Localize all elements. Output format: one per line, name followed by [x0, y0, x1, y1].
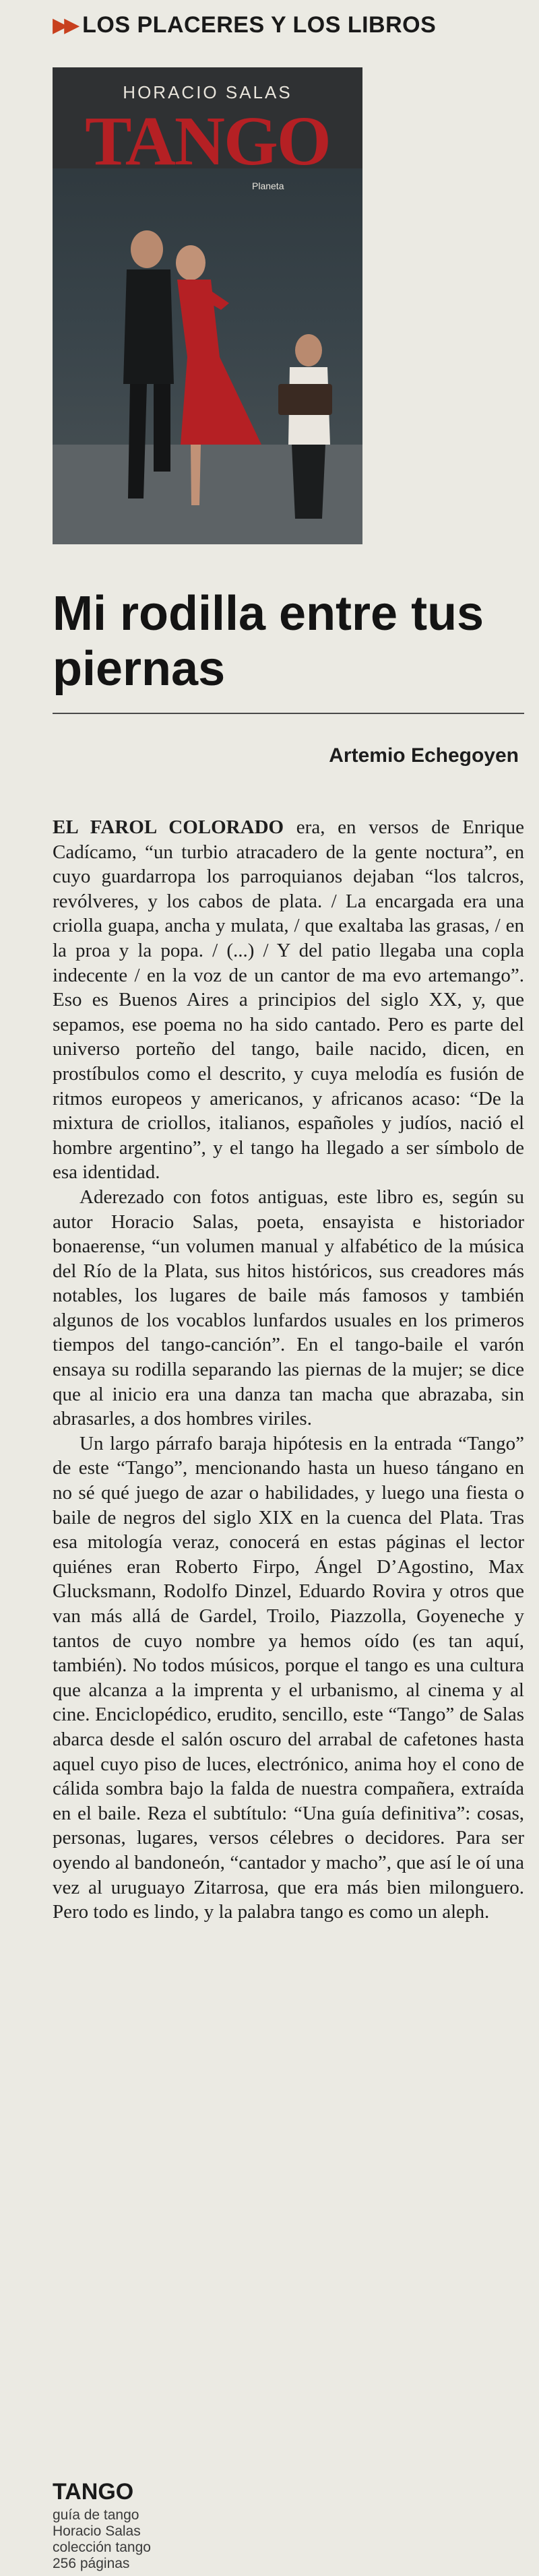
cover-imprint: Planeta: [252, 181, 284, 191]
section-label: LOS PLACERES Y LOS LIBROS: [82, 12, 437, 38]
factbox: [53, 2507, 151, 2572]
article-body: [53, 815, 524, 1925]
article-byline: Artemio Echegoyen: [329, 744, 519, 767]
cover-author: HORACIO SALAS: [123, 82, 292, 102]
factbox-line: guía de tango: [53, 2507, 139, 2523]
factbox-line: 256 páginas: [53, 2556, 130, 2571]
section-header: [53, 12, 436, 38]
double-arrow-icon: ▶▶: [53, 13, 76, 37]
paragraph-1: EL FAROL COLORADO era, en versos de Enrique Cadícamo, “un turbio atracadero de la gente noctura”, en cuyo guardarropa los parroquianos dejaban “los talcros, revólveres, y los cabos de plata. / La encargada era una criolla guapa, ancha y mulata, / que exaltaba las grasas, / en la proa y la popa. / (...) / Y del patio llegaba una copla indecente / en la voz de un cantor de ma evo artemango”. Eso es Buenos Aires a principios del siglo XX, y, que sepamos, ese poema no ha sido cantado. Pero es parte del universo porteño del tango, baile nacido, dicen, en prostíbulos como el descrito, y cuya melodía es fusión de ritmos europeos y americanos, y africanos acaso: “De la mixtura de criollos, italianos, españoles y judíos, nació el hombre argentino”, y el tango ha llegado a ser símbolo de esa identidad.: [53, 816, 524, 1184]
article-headline: Mi rodilla entre tus piernas: [53, 587, 484, 696]
paragraph-3: Un largo párrafo baraja hipótesis en la entrada “Tango” de este “Tango”, mencionando hasta un hueso tángano en no sé qué juego de azar o habilidades, y luego una fiesta o baile de negros del siglo XIX en la cuenca del Plata. Tras esa mitología veraz, conocerá en estas páginas el lector quiénes eran Roberto Firpo, Ángel D’Agostino, Max Glucksmann, Rodolfo Dinzel, Eduardo Rovira y otros que van más allá de Gardel, Troilo, Piazzolla, Goyeneche y tantos de cuyo nombre ya hemos oído (es tan aquí, también). No todos músicos, porque el tango es una cultura que alcanza a la imprenta y el urbanismo, al cinema y al cine. Enciclopédico, erudito, sencillo, este “Tango” de Salas abarca desde el salón oscuro del arrabal de cafetones hasta aquel cuyo piso de luces, electrónico, anima hoy el cono de cálida sombra bajo la falda de nuestra compañera, extraída en el baile. Reza el subtítulo: “Una guía definitiva”: cosas, personas, lugares, versos célebres o decidores. Para ser oyendo al bandoneón, “cantador y macho”, que así le oí una vez al uruguayo Zitarrosa, que era más bien milonguero. Pero todo es lindo, y la palabra tango es como un aleph.: [53, 1432, 524, 1923]
factbox-line: Horacio Salas: [53, 2523, 141, 2539]
headline-rule: [53, 713, 524, 714]
cover-title: TANGO: [85, 102, 330, 180]
factbox-line: colección tango: [53, 2540, 151, 2555]
book-cover-image: [53, 67, 362, 544]
article-lead: EL FAROL COLORADO: [53, 816, 284, 838]
factbox-title: TANGO: [53, 2479, 134, 2505]
paragraph-2: Aderezado con fotos antiguas, este libro es, según su autor Horacio Salas, poeta, ensayista e historiador bonaerense, “un volumen manual y alfabético de la música del Río de la Plata, sus hitos históricos, sus creadores más notables, los lugares de baile más famosos y también algunos de los vocablos lunfardos usuales en los primeros tiempos del tango-canción”. En el tango-baile el varón ensaya su rodilla separando las piernas de la mujer; se dice que al inicio era una danza tan macha que abrazaba, sin abrasarles, a dos hombres viriles.: [53, 1186, 524, 1430]
